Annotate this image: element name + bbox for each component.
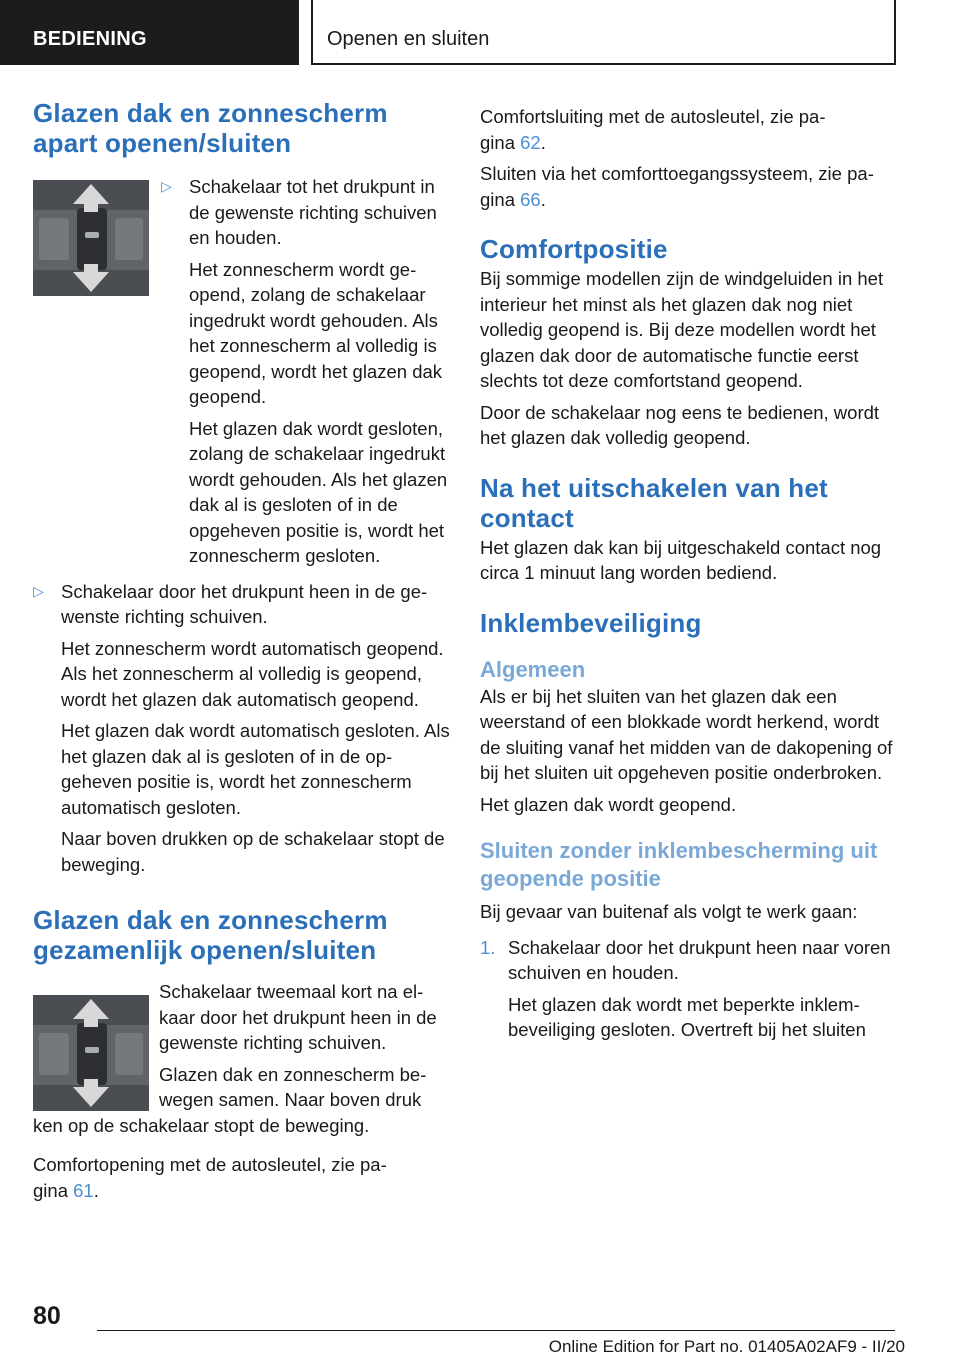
paragraph: Het glazen dak wordt gesloten, zolang de schakelaar ingedrukt wordt gehouden. Als het glazen dak al is gesloten of in de opgeheven positie is, wordt het zonnescherm gesloten. <box>189 417 448 566</box>
heading-comfortpositie: Comfortpositie <box>480 234 668 264</box>
heading-general: Algemeen <box>480 656 586 682</box>
heading-close-without-pinch: Sluiten zonder inklembescherming uit geopende positie <box>480 838 878 891</box>
paragraph: Schakelaar tot het drukpunt in de gewenste richting schuiven en houden. <box>189 176 437 248</box>
footer-divider <box>97 1330 895 1331</box>
section-label: BEDIENING <box>33 28 147 50</box>
paragraph: Het glazen dak kan bij uitgeschakeld contact nog circa 1 minuut lang worden bediend. <box>480 536 882 583</box>
chapter-tab <box>311 0 896 65</box>
step-number: 1. <box>480 936 496 958</box>
bullet-icon: ▷ <box>161 178 172 194</box>
comfort-access-ref: Sluiten via het comforttoegangssysteem, zie pagina 66. <box>480 163 874 210</box>
paragraph: Bij sommige modellen zijn de windgeluiden in het interieur het minst als het glazen dak nog niet volledig geopend is. Bij deze modellen wordt het glazen dak door de automatische functie eerst slechts tot deze comfortstand geopend. <box>480 268 884 391</box>
heading-separate: Glazen dak en zonnescherm apart openen/sluiten <box>33 98 388 158</box>
bullet-icon: ▷ <box>33 582 44 599</box>
chapter-label: Openen en sluiten <box>327 28 490 50</box>
heading-after-ignition: Na het uitschakelen van het contact <box>480 472 828 533</box>
paragraph: Het glazen dak wordt met beperkte inklembeveiliging gesloten. Overtreft bij het sluiten <box>508 993 866 1040</box>
paragraph: ken op de schakelaar stopt de beweging. <box>33 1114 370 1136</box>
paragraph: Bij gevaar van buitenaf als volgt te werk gaan: <box>480 901 858 922</box>
separate-block <box>33 176 451 569</box>
step-1 <box>480 935 900 1043</box>
separate-bullet-2 <box>33 579 451 878</box>
comfort-opening-ref: Comfortopening met de autosleutel, zie pagina 61. <box>33 1154 387 1201</box>
page-link-62[interactable]: 62 <box>520 131 541 153</box>
paragraph: Glazen dak en zonnescherm bewegen samen. Naar boven druk <box>159 1063 427 1110</box>
comfort-closing-ref: Comfortsluiting met de autosleutel, zie pagina 62. <box>480 106 826 153</box>
arrow-up-icon <box>73 184 109 204</box>
left-column <box>33 98 451 1203</box>
paragraph: Schakelaar door het drukpunt heen in de gewenste richting schuiven. <box>61 580 428 627</box>
arrow-up-icon <box>73 999 109 1019</box>
roof-switch-image-1 <box>33 180 149 296</box>
heading-pinch-protection: Inklembeveiliging <box>480 607 702 638</box>
right-column <box>480 104 900 1043</box>
paragraph: Het zonnescherm wordt automatisch geopend. Als het zonnescherm al volledig is geopend, wordt het glazen dak automatisch geopend. <box>61 637 444 710</box>
paragraph: Schakelaar door het drukpunt heen naar voren schuiven en houden. <box>508 936 891 983</box>
page-link-61[interactable]: 61 <box>73 1179 94 1201</box>
paragraph: Het glazen dak wordt automatisch gesloten. Als het glazen dak al is gesloten of in de opgeheven positie is, wordt het zonnescherm automatisch gesloten. <box>61 720 450 818</box>
heading-together: Glazen dak en zonnescherm gezamenlijk openen/sluiten <box>33 905 388 965</box>
paragraph: Door de schakelaar nog eens te bedienen, wordt het glazen dak volledig geopend. <box>480 401 880 448</box>
roof-switch-image-2 <box>33 995 149 1111</box>
paragraph: Het zonnescherm wordt geopend, zolang de schakelaar ingedrukt wordt gehouden. Als het zonnescherm al volledig is geopend, wordt het glazen dak geopend. <box>189 258 443 407</box>
paragraph: Schakelaar tweemaal kort na elkaar door het drukpunt heen in de gewenste richting schuiven. <box>159 981 437 1053</box>
arrow-down-icon <box>73 272 109 292</box>
paragraph: Als er bij het sluiten van het glazen dak een weerstand of een blokkade wordt herkend, wordt de sluiting vanaf het midden van de dakopening of bij het sluiten uit opgeheven positie onderbroken. <box>480 685 893 783</box>
arrow-down-icon <box>73 1087 109 1107</box>
together-block <box>33 981 451 1113</box>
page-link-66[interactable]: 66 <box>520 188 541 210</box>
section-tab <box>0 0 299 65</box>
paragraph: Naar boven drukken op de schakelaar stopt de beweging. <box>61 828 445 875</box>
footer-edition: Online Edition for Part no. 01405A02AF9 - II/20 <box>548 1337 905 1356</box>
page-number: 80 <box>33 1302 61 1330</box>
paragraph: Het glazen dak wordt geopend. <box>480 793 737 815</box>
